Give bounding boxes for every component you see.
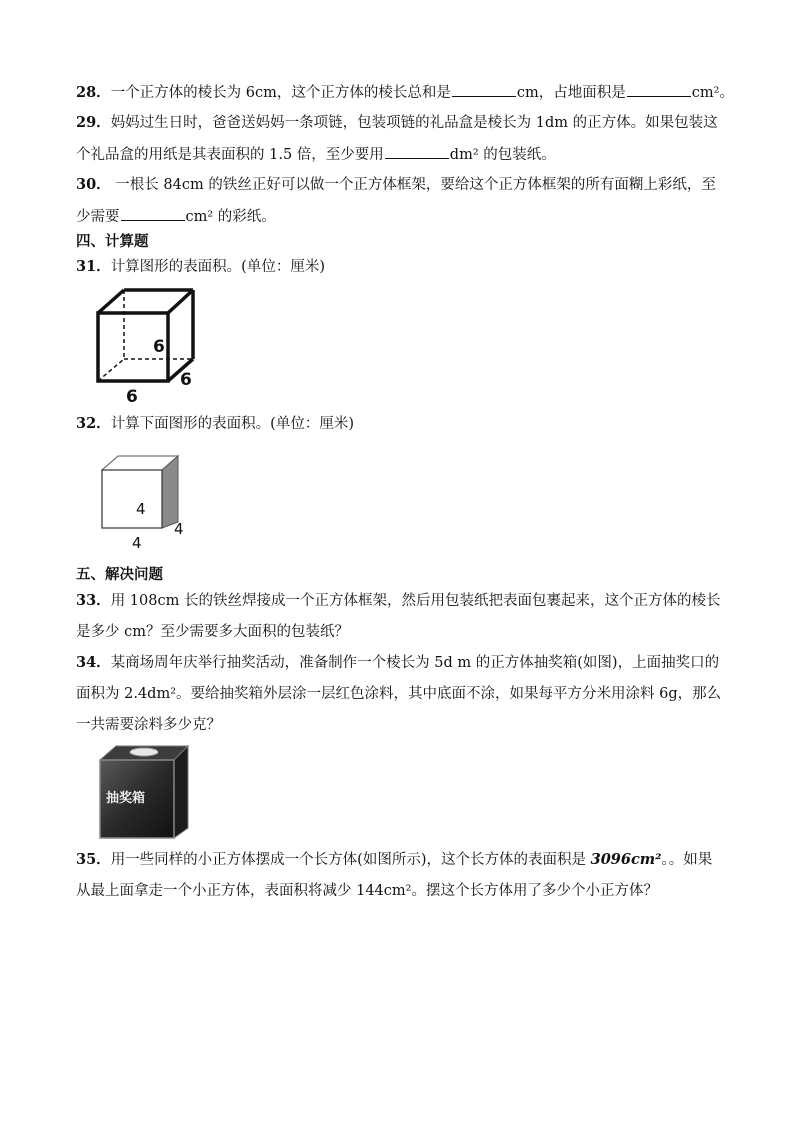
- question-number: 33．: [76, 592, 111, 609]
- question-text: 一个正方体的棱长为 6cm，这个正方体的棱长总和是: [110, 85, 451, 101]
- question-35: [76, 850, 726, 870]
- lottery-box-image: [96, 744, 192, 840]
- question-number: 31．: [76, 258, 111, 275]
- question-29: [76, 113, 726, 133]
- question-text: 是多少 cm？至少需要多大面积的包装纸？: [76, 624, 349, 640]
- answer-blank[interactable]: [452, 82, 516, 97]
- question-number: 32．: [76, 415, 111, 432]
- question-text: 从最上面拿走一个小正方体，表面积将减少 144cm²。摆这个长方体用了多少个小正方体？: [76, 883, 658, 899]
- label-side: 4: [174, 520, 184, 538]
- question-text: 计算下面图形的表面积。(单位：厘米): [110, 416, 354, 432]
- question-text: cm，占地面积是: [516, 85, 626, 101]
- question-number: 28．: [76, 84, 111, 101]
- question-number: 30．: [76, 176, 111, 193]
- question-28: [76, 82, 734, 103]
- lottery-box-label: 抽奖箱: [106, 791, 146, 806]
- question-text: 。。如果: [661, 852, 713, 868]
- question-text: 某商场周年庆举行抽奖活动，准备制作一个棱长为 5d m 的正方体抽奖箱(如图)，上面抽奖口的: [110, 655, 720, 671]
- cube-figure-31: [90, 285, 210, 405]
- question-34: [76, 653, 726, 673]
- question-text: 妈妈过生日时，爸爸送妈妈一条项链，包装项链的礼品盒是棱长为 1dm 的正方体。如果包装这: [110, 115, 718, 131]
- question-30-cont: [76, 206, 726, 227]
- label-depth: 6: [180, 370, 192, 390]
- question-34-cont: [76, 684, 726, 704]
- label-inner: 4: [136, 500, 146, 518]
- question-33: [76, 591, 726, 611]
- question-number: 29．: [76, 114, 111, 131]
- answer-blank[interactable]: [121, 206, 185, 221]
- question-text: cm² 的彩纸。: [185, 209, 276, 225]
- question-text: 面积为 2.4dm²。要给抽奖箱外层涂一层红色涂料，其中底面不涂，如果每平方分米用涂料 6g，那么: [76, 686, 722, 702]
- question-35-cont: [76, 881, 726, 901]
- question-number: 35．: [76, 851, 111, 868]
- question-text: 个礼品盒的用纸是其表面积的 1.5 倍，至少要用: [76, 147, 384, 163]
- answer-blank[interactable]: [385, 144, 449, 159]
- question-32: [76, 414, 726, 434]
- label-width: 6: [126, 387, 138, 405]
- question-text: 用一些同样的小正方体摆成一个长方体(如图所示)，这个长方体的表面积是: [110, 852, 591, 868]
- question-text: 一共需要涂料多少克？: [76, 717, 221, 733]
- section-heading-4: 四、计算题: [76, 234, 149, 250]
- question-text: 一根长 84cm 的铁丝正好可以做一个正方体框架，要给这个正方体框架的所有面糊上彩纸，至: [110, 177, 716, 193]
- label-bottom: 4: [132, 534, 142, 552]
- question-text: dm² 的包装纸。: [449, 147, 556, 163]
- question-number: 34．: [76, 654, 111, 671]
- question-31: [76, 257, 726, 277]
- question-33-cont: [76, 622, 726, 642]
- question-29-cont: [76, 144, 726, 165]
- answer-blank[interactable]: [627, 82, 691, 97]
- question-text: 用 108cm 长的铁丝焊接成一个正方体框架，然后用包装纸把表面包裹起来，这个正方体的棱长: [110, 593, 721, 609]
- question-34-cont-2: [76, 715, 726, 735]
- label-height: 6: [153, 337, 165, 357]
- section-heading-5: 五、解决问题: [76, 567, 163, 583]
- question-30: [76, 175, 726, 195]
- question-text: 少需要: [76, 209, 120, 225]
- cube-figure-32: [96, 450, 192, 552]
- math-expression: 3096cm²: [590, 851, 662, 868]
- question-text: 计算图形的表面积。(单位：厘米): [110, 259, 326, 275]
- question-text: cm²。: [691, 85, 734, 101]
